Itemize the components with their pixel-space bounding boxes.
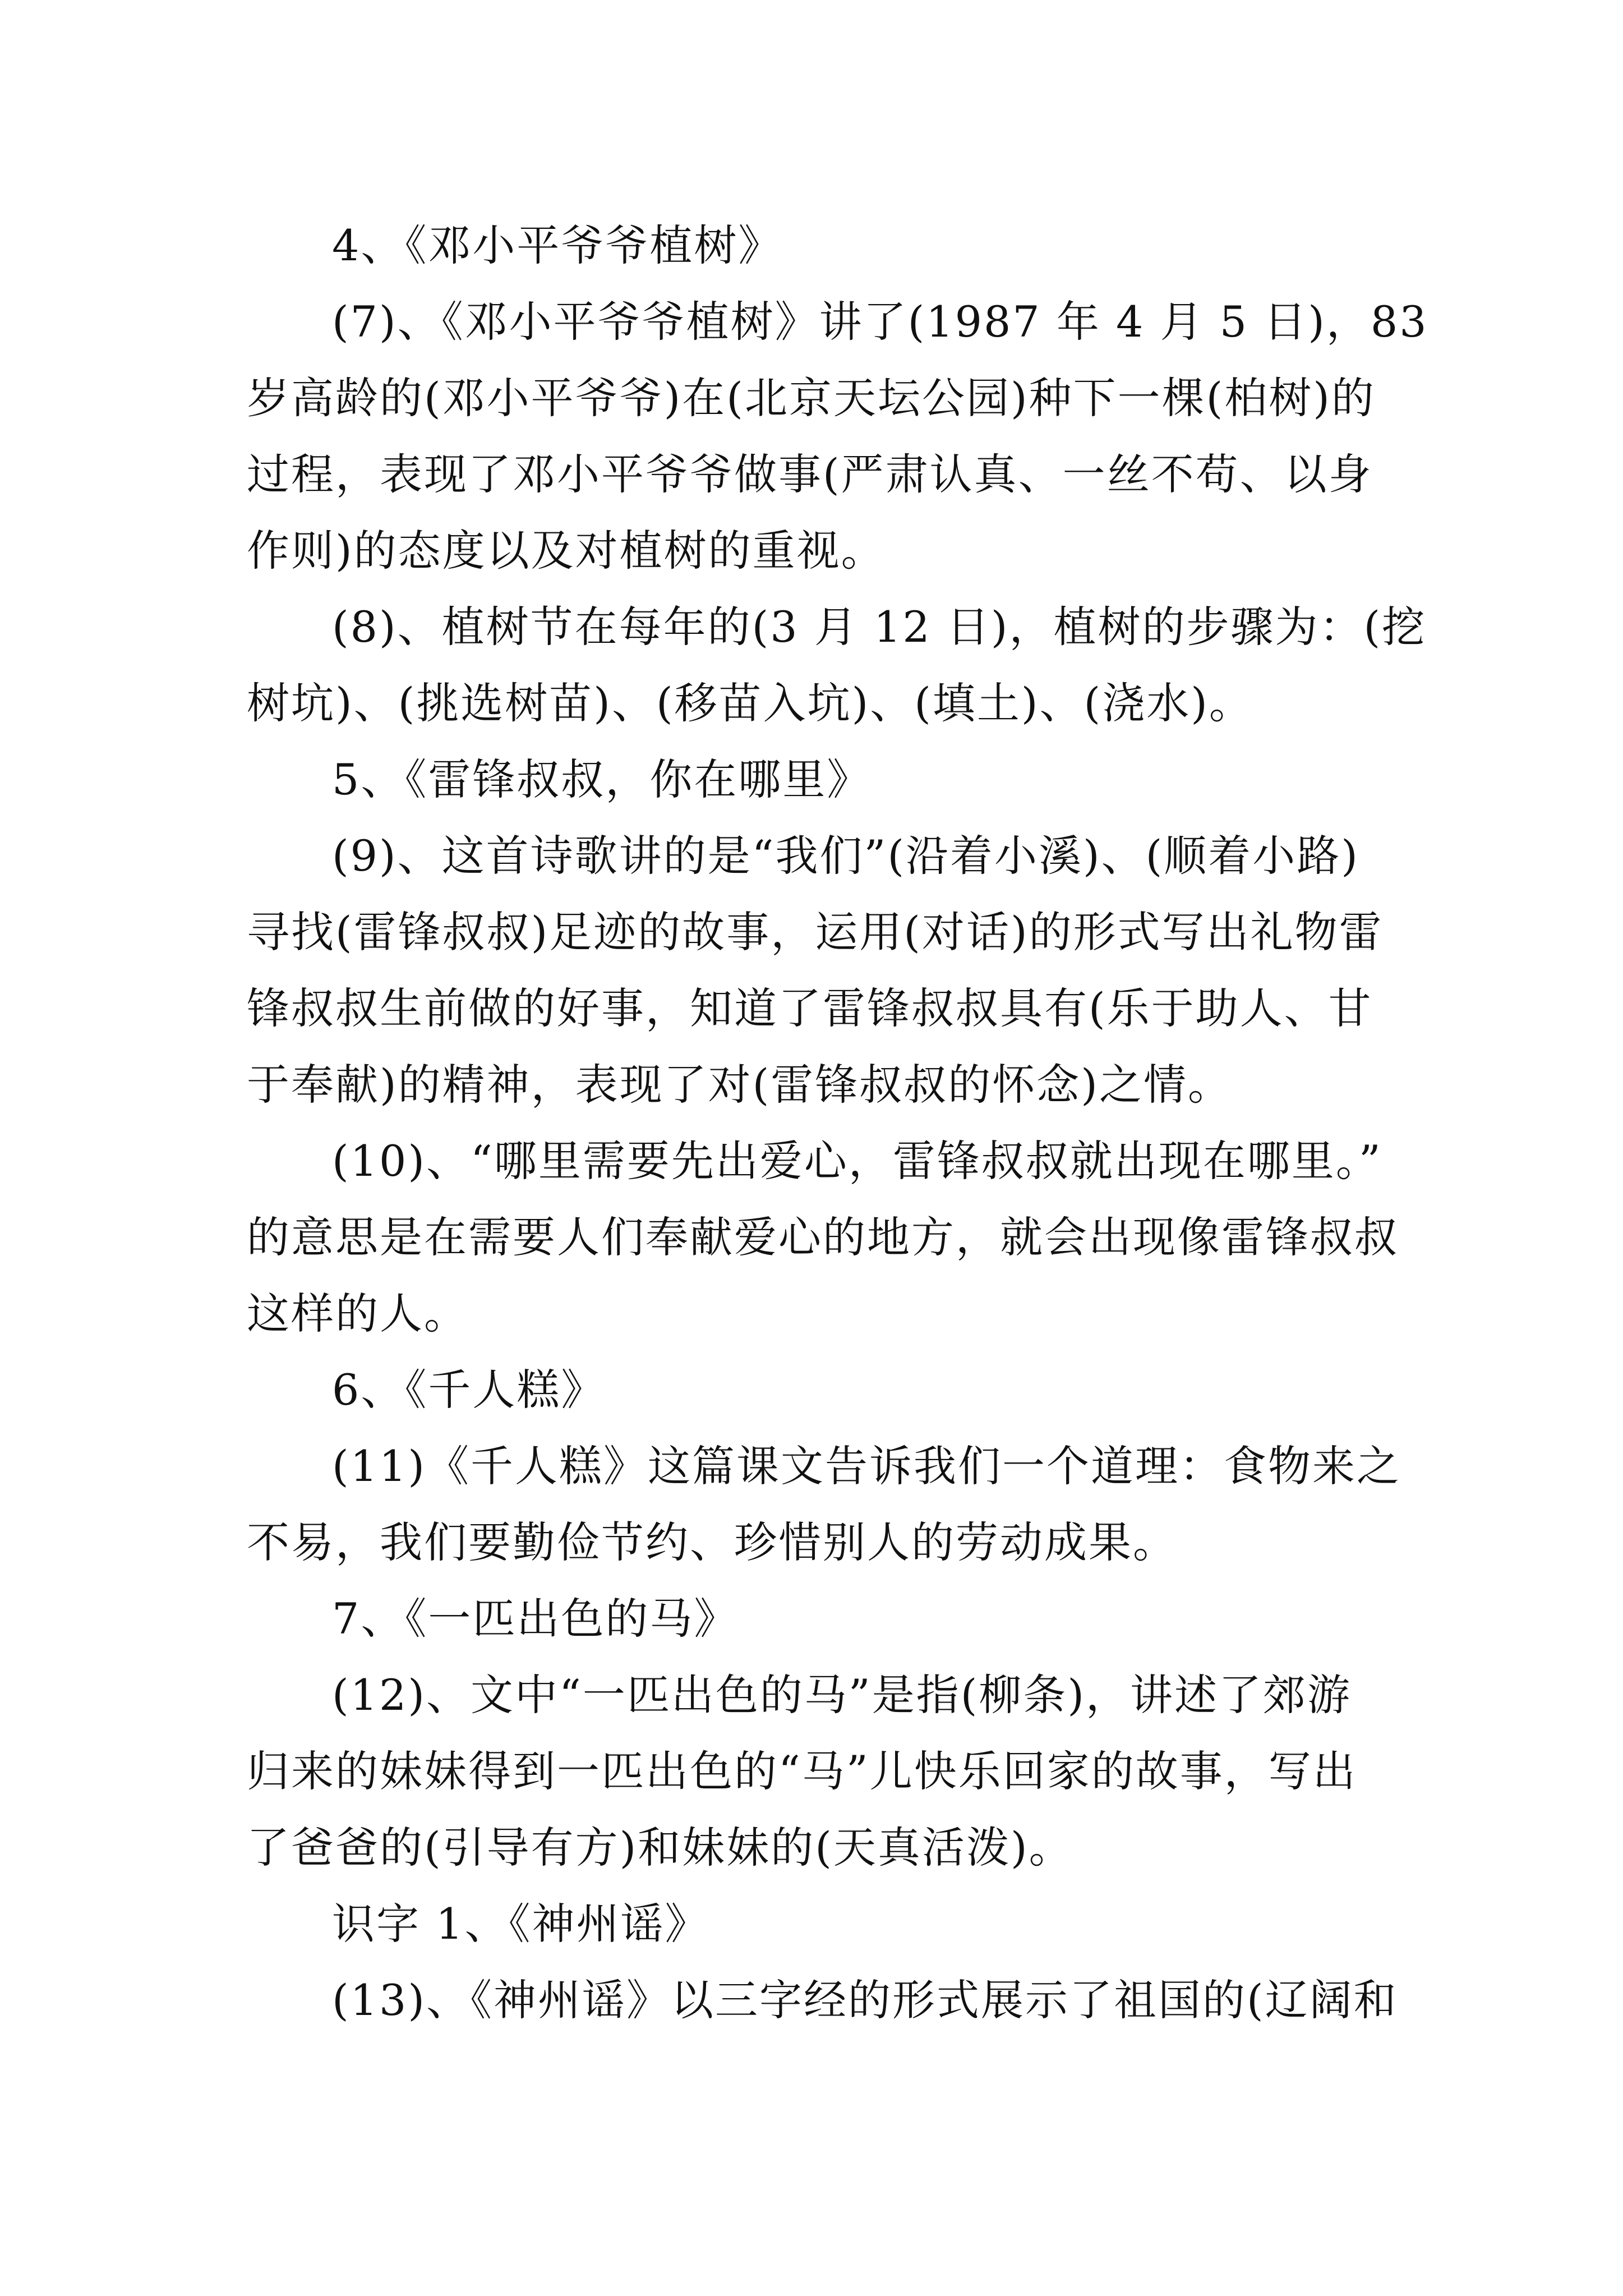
paragraph-line: 了爸爸的(引导有方)和妹妹的(天真活泼)。 [247,1823,1073,1872]
paragraph-line: 于奉献)的精神，表现了对(雷锋叔叔的怀念)之情。 [247,1060,1232,1110]
paragraph-line: (9)、这首诗歌讲的是“我们”(沿着小溪)、(顺着小路) [332,831,1359,881]
paragraph-line: 作则)的态度以及对植树的重视。 [247,526,886,576]
paragraph-line: 过程，表现了邓小平爷爷做事(严肃认真、一丝不苟、以身 [247,449,1373,499]
paragraph-line: 归来的妹妹得到一匹出色的“马”儿快乐回家的故事，写出 [247,1746,1357,1796]
paragraph-line: 不易，我们要勤俭节约、珍惜别人的劳动成果。 [247,1517,1177,1567]
paragraph-line: 岁高龄的(邓小平爷爷)在(北京天坛公园)种下一棵(柏树)的 [247,373,1376,423]
section-heading: 4、《邓小平爷爷植树》 [332,220,783,270]
paragraph-line: (8)、植树节在每年的(3 月 12 日)，植树的步骤为：(挖 [332,602,1427,652]
section-heading: 6、《千人糕》 [332,1365,606,1415]
paragraph-line: 寻找(雷锋叔叔)足迹的故事，运用(对话)的形式写出礼物雷 [247,907,1384,957]
section-heading: 识字 1、《神州谣》 [332,1899,709,1949]
paragraph-line: (13)、《神州谣》以三字经的形式展示了祖国的(辽阔和 [332,1975,1398,2025]
paragraph-line: (11)《千人糕》这篇课文告诉我们一个道理：食物来之 [332,1441,1401,1491]
section-heading: 5、《雷锋叔叔，你在哪里》 [332,754,872,804]
paragraph-line: 树坑)、(挑选树苗)、(移苗入坑)、(填土)、(浇水)。 [247,678,1253,728]
document-body [247,208,1428,2039]
paragraph-line: (12)、文中“一匹出色的马”是指(柳条)，讲述了郊游 [332,1670,1352,1720]
paragraph-line: (10)、“哪里需要先出爱心，雷锋叔叔就出现在哪里。” [332,1136,1382,1186]
section-heading: 7、《一匹出色的马》 [332,1594,739,1644]
paragraph-line: 锋叔叔生前做的好事，知道了雷锋叔叔具有(乐于助人、甘 [247,983,1373,1033]
paragraph-line: (7)、《邓小平爷爷植树》讲了(1987 年 4 月 5 日)，83 [332,297,1428,347]
paragraph-line: 这样的人。 [247,1289,468,1338]
paragraph-line: 的意思是在需要人们奉献爱心的地方，就会出现像雷锋叔叔 [247,1212,1399,1262]
